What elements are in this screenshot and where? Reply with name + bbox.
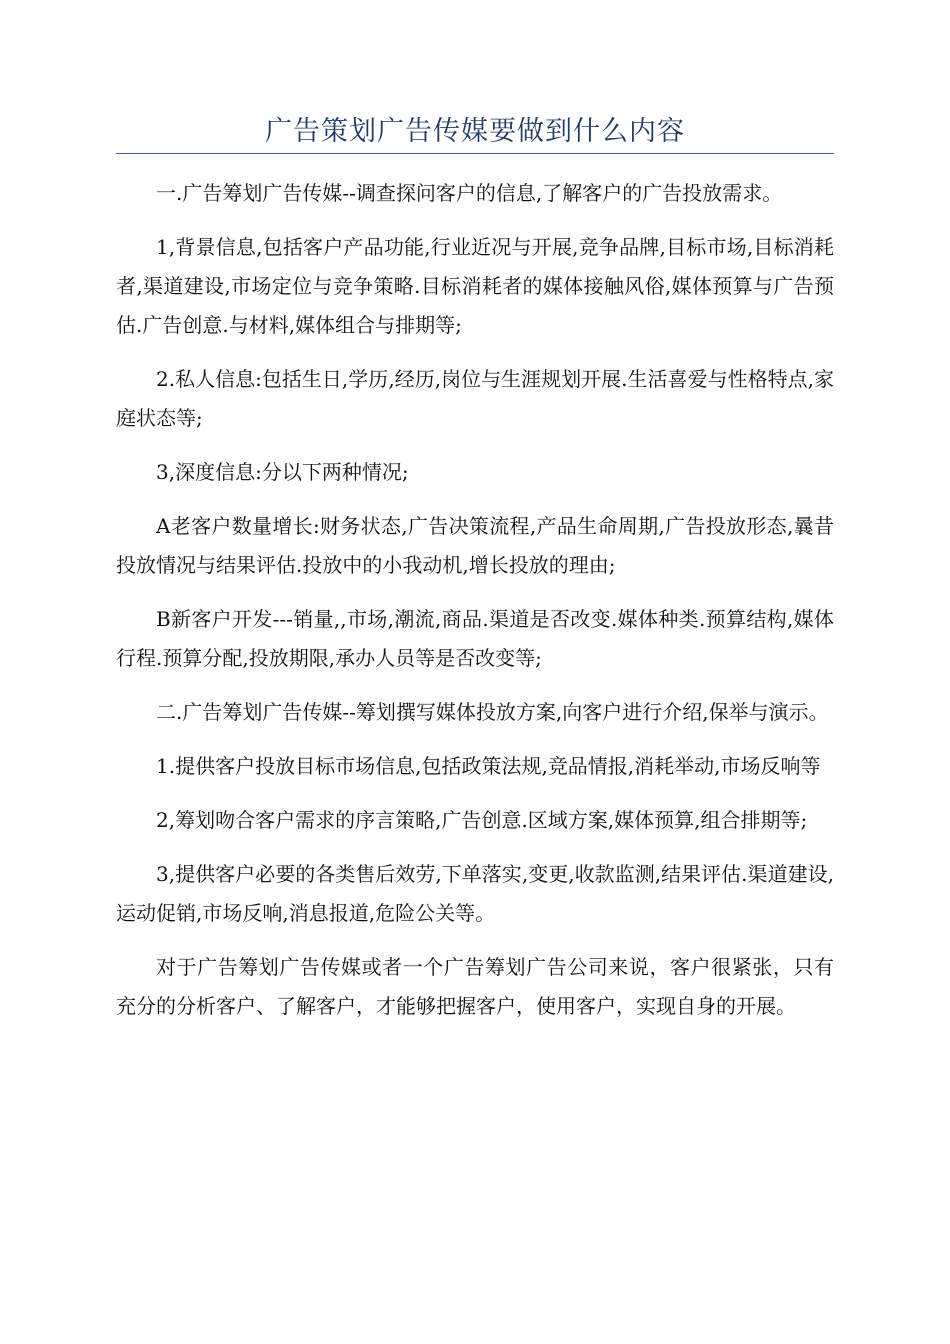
paragraph-2: 1,背景信息,包括客户产品功能,行业近况与开展,竞争品牌,目标市场,目标消耗者,渠道建设,市场定位与竞争策略.目标消耗者的媒体接触风俗,媒体预算与广告预估.广告创意.与材料,媒体组合与排期等;	[116, 235, 834, 337]
paragraph-5: A老客户数量增长:财务状态,广告决策流程,产品生命周期,广告投放形态,曩昔投放情况与结果评估.投放中的小我动机,增长投放的理由;	[116, 514, 834, 577]
paragraph-10: 3,提供客户必要的各类售后效劳,下单落实,变更,收款监测,结果评估.渠道建设,运动促销,市场反响,消息报道,危险公关等。	[116, 862, 834, 925]
paragraph-3: 2.私人信息:包括生日,学历,经历,岗位与生涯规划开展.生活喜爱与性格特点,家庭状态等;	[116, 367, 834, 430]
paragraph-6: B新客户开发---销量,,市场,潮流,商品.渠道是否改变.媒体种类.预算结构,媒体行程.预算分配,投放期限,承办人员等是否改变等;	[116, 607, 834, 670]
paragraph-9: 2,筹划吻合客户需求的序言策略,广告创意.区域方案,媒体预算,组合排期等;	[156, 808, 808, 832]
paragraph-7: 二.广告筹划广告传媒--筹划撰写媒体投放方案,向客户进行介绍,保举与演示。	[156, 700, 829, 724]
document-body	[116, 174, 834, 1041]
page-title: 广告策划广告传媒要做到什么内容	[265, 116, 685, 147]
paragraph-8: 1.提供客户投放目标市场信息,包括政策法规,竞品情报,消耗举动,市场反响等	[156, 754, 821, 778]
paragraph-11: 对于广告筹划广告传媒或者一个广告筹划广告公司来说，客户很紧张，只有充分的分析客户、了解客户，才能够把握客户，使用客户，实现自身的开展。	[116, 955, 834, 1018]
paragraph-4: 3,深度信息:分以下两种情况;	[156, 460, 409, 484]
paragraph-1: 一.广告筹划广告传媒--调查探问客户的信息,了解客户的广告投放需求。	[156, 181, 783, 205]
title-underline	[116, 153, 834, 154]
